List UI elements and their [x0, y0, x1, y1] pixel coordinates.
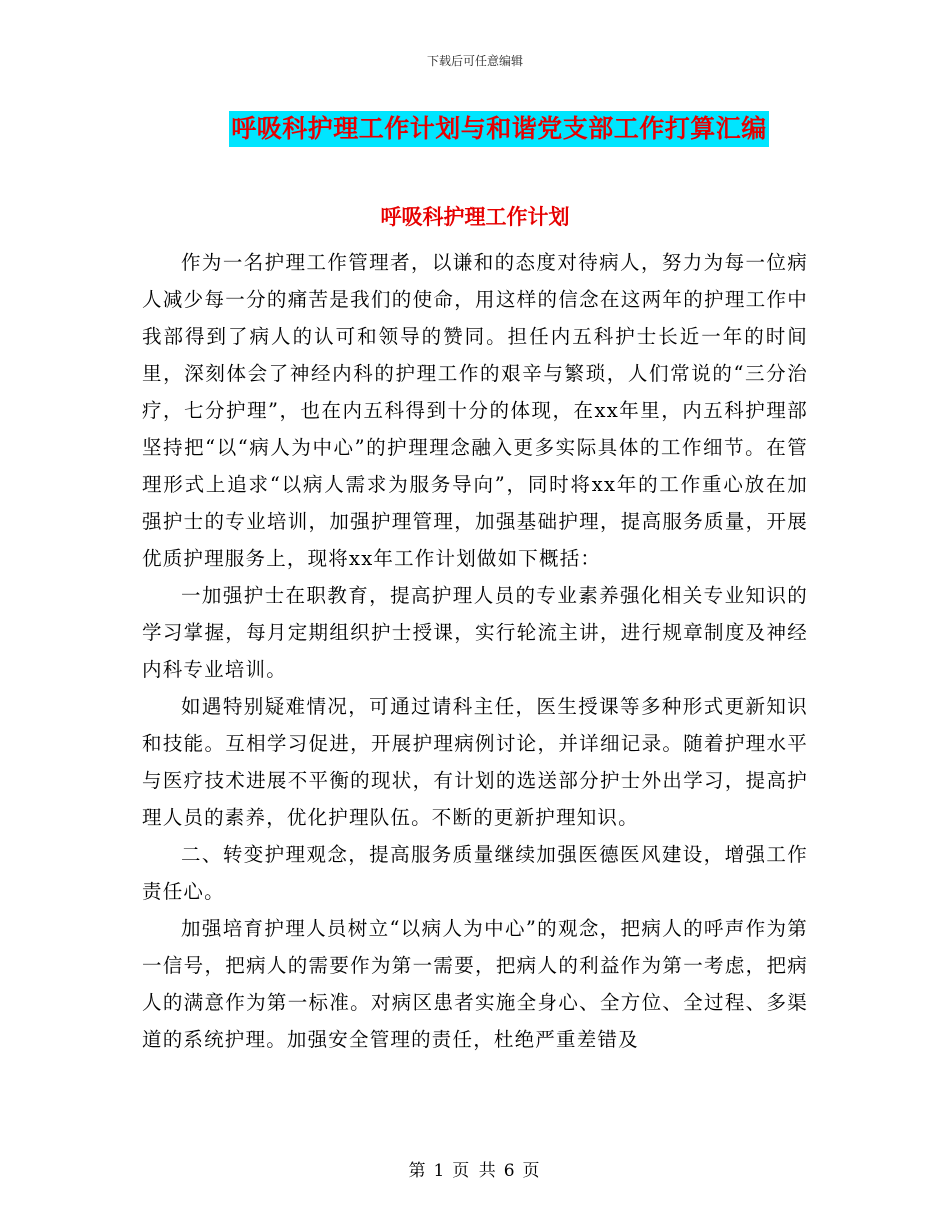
paragraph: 二、转变护理观念，提高服务质量继续加强医德医风建设，增强工作责任心。	[142, 843, 808, 903]
header-note: 下载后可任意编辑	[426, 54, 523, 68]
footer-mid: 页 共	[452, 1161, 498, 1181]
section-title: 呼吸科护理工作计划	[380, 204, 570, 229]
footer-suffix: 页	[522, 1161, 542, 1181]
page-footer	[0, 1156, 950, 1181]
paragraph: 如遇特别疑难情况，可通过请科主任，医生授课等多种形式更新知识和技能。互相学习促进，开展护理病例讨论，并详细记录。随着护理水平与医疗技术进展不平衡的现状，有计划的选送部分护士外出学习，提高护理人员的素养，优化护理队伍。不断的更新护理知识。	[142, 695, 808, 829]
paragraph: 作为一名护理工作管理者，以谦和的态度对待病人，努力为每一位病人减少每一分的痛苦是我们的使命，用这样的信念在这两年的护理工作中我部得到了病人的认可和领导的赞同。担任内五科护士长近一年的时间里，深刻体会了神经内科的护理工作的艰辛与繁琐，人们常说的“三分治疗，七分护理”，也在内五科得到十分的体现，在xx年里，内五科护理部坚持把“以“病人为中心”的护理理念融入更多实际具体的工作细节。在管理形式上追求“以病人需求为服务导向”，同时将xx年的工作重心放在加强护士的专业培训，加强护理管理，加强基础护理，提高服务质量，开展优质护理服务上，现将xx年工作计划做如下概括：	[142, 251, 808, 570]
page-number: 1	[433, 1161, 447, 1181]
document-title: 呼吸科护理工作计划与和谐党支部工作打算汇编	[229, 111, 769, 147]
page-total: 6	[503, 1161, 517, 1181]
paragraph: 加强培育护理人员树立“以病人为中心”的观念，把病人的呼声作为第一信号，把病人的需要作为第一需要，把病人的利益作为第一考虑，把病人的满意作为第一标准。对病区患者实施全身心、全方位、全过程、多渠道的系统护理。加强安全管理的责任，杜绝严重差错及	[142, 917, 808, 1051]
document-title-wrap	[0, 111, 950, 147]
paragraph: 一加强护士在职教育，提高护理人员的专业素养强化相关专业知识的学习掌握，每月定期组织护士授课，实行轮流主讲，进行规章制度及神经内科专业培训。	[142, 584, 808, 681]
body-text	[142, 244, 808, 1058]
footer-prefix: 第	[408, 1161, 428, 1181]
